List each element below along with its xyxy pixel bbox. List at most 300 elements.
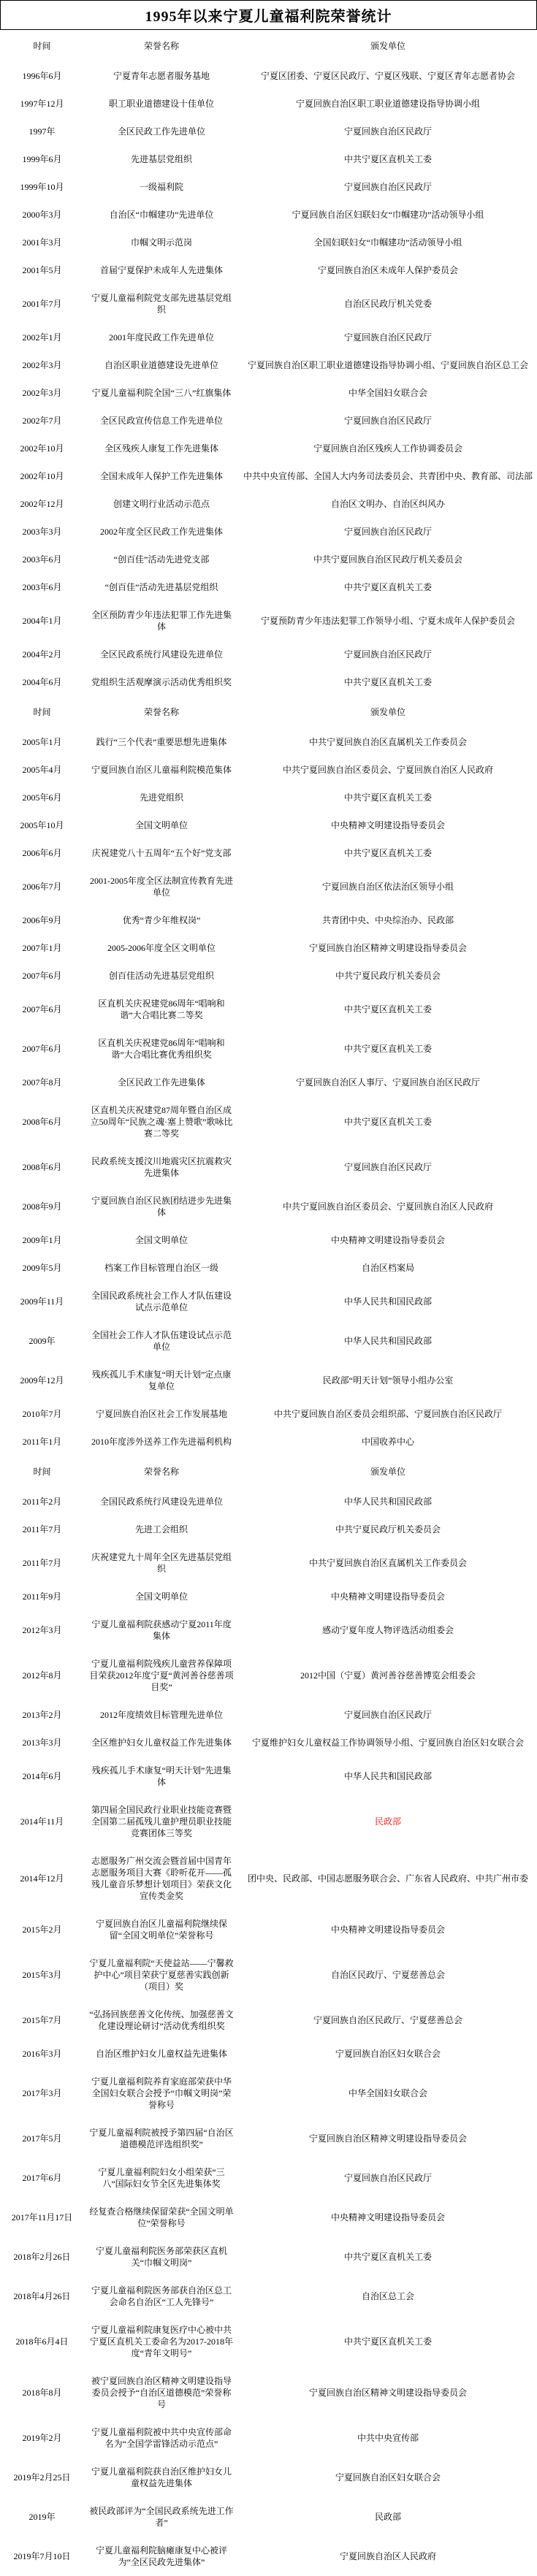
column-header: 荣誉名称 — [143, 1467, 179, 1477]
honor-cell: 全区民政工作先进单位 — [117, 126, 205, 137]
honor-cell: 第四届全国民政行业职业技能竞赛暨全国第二届孤残儿童护理员职业技能竞赛团体三等奖 — [91, 1805, 232, 1838]
time-cell: 2007年8月 — [22, 1077, 62, 1088]
table-row — [0, 906, 537, 934]
honor-cell: 庆祝建党九十周年全区先进基层党组织 — [91, 1552, 232, 1574]
honor-cell: 庆祝建党八十五周年“五个好”党支部 — [91, 848, 232, 858]
unit-cell: 中华人民共和国民政部 — [343, 1771, 432, 1781]
table-row — [0, 2237, 537, 2277]
honor-cell: 全国民政系统行风建设先进单位 — [99, 1497, 223, 1507]
honor-cell: 宁夏儿童福利院脑瘫康复中心被评为“全区民政先进集体” — [95, 2545, 227, 2567]
honor-cell: 全区维护妇女儿童权益工作先进集体 — [91, 1738, 232, 1748]
unit-cell: 中共宁夏区直机关工委 — [343, 154, 432, 164]
unit-cell: 民政部 — [374, 2512, 401, 2522]
table-row — [0, 324, 537, 351]
honor-cell: 2010年度涉外送养工作先进福利机构 — [91, 1437, 232, 1447]
honor-cell: 自治区维护妇女儿童权益先进集体 — [95, 2049, 227, 2059]
column-header: 颁发单位 — [370, 41, 405, 51]
unit-cell: 宁夏回族自治区依法治区领导小组 — [321, 882, 454, 892]
time-cell: 2004年6月 — [22, 677, 62, 687]
time-cell: 2019年7月10日 — [13, 2551, 71, 2561]
table-row — [0, 756, 537, 784]
honor-cell: “弘扬回族慈善文化传统、加强慈善文化建设理论研讨”活动优秀组织奖 — [89, 2009, 234, 2031]
honor-cell: 优秀“青少年维权岗” — [122, 915, 201, 925]
table-row — [0, 118, 537, 145]
time-cell: 2002年10月 — [20, 471, 64, 481]
time-cell: 2014年11月 — [20, 1816, 64, 1827]
unit-cell: 中共宁夏区直机关工委 — [343, 2252, 432, 2262]
time-cell: 2008年6月 — [22, 1117, 62, 1127]
time-cell: 2005年6月 — [22, 792, 62, 803]
unit-cell: 宁夏回族自治区民政厅 — [343, 527, 432, 537]
time-cell: 2003年6月 — [22, 582, 62, 592]
time-cell: 1997年 — [28, 126, 56, 137]
honor-cell: 宁夏儿童福利院养育家庭部荣获中华全国妇女联合会授予“巾帼文明岗”荣誉称号 — [91, 2076, 232, 2110]
table-row — [0, 201, 537, 229]
table-row — [0, 2198, 537, 2237]
honor-cell: 经复查合格继续保留荣获“全国文明单位”荣誉称号 — [89, 2206, 234, 2228]
honor-cell: 自治区职业道德建设先进单位 — [104, 360, 218, 370]
honor-cell: 2001-2005年度全区法制宣传教育先进单位 — [90, 876, 233, 898]
time-cell: 2011年1月 — [22, 1437, 62, 1447]
unit-cell: 宁夏预防青少年违法犯罪工作领导小组、宁夏未成年人保护委员会 — [260, 616, 515, 626]
time-cell: 2009年 — [28, 1336, 56, 1346]
time-cell: 2014年12月 — [20, 1873, 64, 1884]
honor-cell: 2002年度全区民政工作先进集体 — [99, 527, 223, 537]
honor-cell: “创百佳”活动先进基层党组织 — [104, 582, 218, 592]
time-cell: 2018年6月4日 — [15, 2336, 69, 2347]
unit-cell: 团中央、民政部、中国志愿服务联合会、广东省人民政府、中共广州市委 — [247, 1873, 528, 1884]
honor-cell: 创百佳活动先进基层党组织 — [108, 971, 214, 981]
time-cell: 2015年7月 — [22, 2015, 62, 2025]
time-cell: 2008年9月 — [22, 1201, 62, 1212]
time-cell: 2003年6月 — [22, 554, 62, 565]
table-row — [0, 2040, 537, 2068]
table-row — [0, 1583, 537, 1610]
unit-cell: 宁夏回族自治区职工职业道德建设指导协调小组 — [295, 99, 480, 109]
unit-cell: 宁夏回族自治区人民政府 — [339, 2551, 436, 2561]
unit-cell: 宁夏回族自治区妇联妇女“巾帼建功”活动领导小组 — [292, 210, 484, 220]
table-row — [0, 1949, 537, 2000]
unit-cell: 中共宁夏区直机关工委 — [343, 792, 432, 803]
unit-cell: 中共宁夏区直机关工委 — [343, 848, 432, 858]
table-row — [0, 90, 537, 118]
honor-cell: 宁夏儿童福利院获感动宁夏2011年度集体 — [91, 1619, 232, 1641]
table-row — [0, 1488, 537, 1516]
unit-cell: 中共中央宣传部 — [357, 2433, 419, 2443]
table-row — [0, 867, 537, 906]
unit-cell: 宁夏回族自治区民政厅 — [343, 2173, 432, 2183]
unit-cell: 宁夏回族自治区民政厅、宁夏慈善总会 — [313, 2015, 462, 2025]
unit-cell: 民政部 — [374, 1816, 401, 1827]
unit-cell: 中央精神文明建设指导委员会 — [330, 1235, 445, 1245]
table-row — [0, 1254, 537, 1282]
unit-cell: 中华人民共和国民政部 — [343, 1296, 432, 1307]
unit-cell: 中华全国妇女联合会 — [348, 388, 427, 398]
unit-cell: 中共宁夏回族自治区委员会组织部、宁夏回族自治区民政厅 — [273, 1409, 502, 1419]
honor-cell: 全区残疾人康复工作先进集体 — [104, 443, 218, 454]
table-row — [0, 668, 537, 696]
time-cell: 2006年6月 — [22, 848, 62, 858]
table-row — [0, 1147, 537, 1187]
time-cell: 2002年3月 — [22, 360, 62, 370]
time-cell: 2009年11月 — [20, 1296, 64, 1307]
time-cell: 2006年7月 — [22, 882, 62, 892]
table-row — [0, 229, 537, 256]
time-cell: 2013年3月 — [22, 1738, 62, 1748]
time-cell: 2008年6月 — [22, 1162, 62, 1172]
table-row — [0, 1187, 537, 1226]
time-cell: 2009年12月 — [20, 1375, 64, 1386]
honor-cell: 践行“三个代表”重要思想先进集体 — [96, 737, 227, 747]
unit-cell: 共青团中央、中央综治办、民政部 — [321, 915, 454, 925]
table-row — [0, 2458, 537, 2497]
time-cell: 2017年3月 — [22, 2088, 62, 2098]
time-cell: 2018年2月26日 — [13, 2252, 71, 2262]
time-cell: 2002年7月 — [22, 416, 62, 426]
time-cell: 2012年8月 — [22, 1670, 62, 1681]
time-cell: 1997年12月 — [20, 99, 64, 109]
table-row — [0, 1282, 537, 1321]
honor-cell: 被宁夏回族自治区精神文明建设指导委员会授予“自治区道德模范”荣誉称号 — [91, 2376, 232, 2409]
time-cell: 2019年2月 — [22, 2433, 62, 2443]
honor-cell: 宁夏儿童福利院被中共中央宣传部命名为“全国学雷锋活动示范点” — [91, 2427, 232, 2449]
unit-cell: 宁夏回族自治区精神文明建设指导委员会 — [308, 943, 467, 953]
unit-cell: 宁夏回族自治区民政厅 — [343, 649, 432, 660]
honor-cell: 宁夏回族自治区儿童福利院继续保留“全国文明单位”荣誉称号 — [95, 1919, 227, 1941]
time-cell: 1999年10月 — [20, 182, 64, 192]
time-cell: 2005年1月 — [22, 737, 62, 747]
table-row — [0, 1650, 537, 1701]
time-cell: 1999年6月 — [22, 154, 62, 164]
table-row — [0, 2158, 537, 2198]
unit-cell: 中共宁夏区直机关工委 — [343, 2336, 432, 2347]
unit-cell: 全国妇联妇女“巾帼建功”活动领导小组 — [313, 237, 462, 248]
time-cell: 2019年 — [28, 2512, 56, 2522]
unit-cell: 中华全国妇女联合会 — [348, 2088, 427, 2098]
honor-cell: 宁夏儿童福利院妇女小组荣获“三八”国际妇女节全区先进集体奖 — [98, 2167, 225, 2189]
table-row — [0, 62, 537, 90]
table-row — [0, 2367, 537, 2418]
time-cell: 2013年2月 — [22, 1710, 62, 1720]
unit-cell: 宁夏回族自治区妇女联合会 — [335, 2049, 441, 2059]
table-row — [0, 2497, 537, 2537]
honor-table — [0, 30, 537, 2576]
time-cell: 1996年6月 — [22, 71, 62, 81]
honor-cell: 残疾孤儿手术康复“明天计划”定点康复单位 — [91, 1369, 232, 1391]
time-cell: 2007年1月 — [22, 943, 62, 953]
unit-cell: 中共宁夏回族自治区民政厅机关委员会 — [313, 554, 462, 565]
time-cell: 2011年7月 — [22, 1558, 62, 1568]
honor-cell: 首届宁夏保护未成年人先进集体 — [99, 265, 223, 275]
honor-cell: 区直机关庆祝建党86周年“唱响和谐”大合唱比赛二等奖 — [98, 998, 225, 1020]
time-cell: 2006年9月 — [22, 915, 62, 925]
time-cell: 2011年7月 — [22, 1524, 62, 1534]
unit-cell: 宁夏区团委、宁夏区民政厅、宁夏区残联、宁夏区青年志愿者协会 — [260, 71, 515, 81]
honor-cell: 全区民政工作先进集体 — [117, 1077, 205, 1088]
honor-cell: 宁夏儿童福利院获自治区维护妇女儿童权益先进集体 — [91, 2466, 232, 2488]
honor-cell: 职工职业道德建设十佳单位 — [108, 99, 214, 109]
time-cell: 2010年7月 — [22, 1409, 62, 1419]
table-row — [0, 573, 537, 601]
unit-cell: 中共宁夏区直机关工委 — [343, 1117, 432, 1127]
page-title: 1995年以来宁夏儿童福利院荣誉统计 — [145, 9, 392, 25]
unit-cell: 中央精神文明建设指导委员会 — [330, 1591, 445, 1602]
time-cell: 2019年2月25日 — [13, 2472, 71, 2483]
honor-cell: 全国社会工作人才队伍建设试点示范单位 — [91, 1330, 232, 1352]
table-header-row — [0, 1456, 537, 1488]
table-row — [0, 462, 537, 490]
unit-cell: 中共宁夏民政厅机关委员会 — [335, 971, 441, 981]
time-cell: 2002年1月 — [22, 332, 62, 343]
honor-cell: 宁夏回族自治区儿童福利院模范集体 — [91, 765, 232, 775]
table-row — [0, 1096, 537, 1147]
time-cell: 2009年1月 — [22, 1235, 62, 1245]
unit-cell: 宁夏回族自治区残疾人工作协调委员会 — [313, 443, 462, 454]
unit-cell: 中共宁夏区直机关工委 — [343, 677, 432, 687]
table-row — [0, 1321, 537, 1361]
honor-cell: 全国未成年人保护工作先进集体 — [99, 471, 223, 481]
time-cell: 2000年3月 — [22, 210, 62, 220]
unit-cell: 中共宁夏回族自治区直属机关工作委员会 — [308, 1558, 467, 1568]
unit-cell: 宁夏维护妇女儿童权益工作协调领导小组、宁夏回族自治区妇女联合会 — [251, 1738, 524, 1748]
table-row — [0, 1701, 537, 1729]
table-header-row — [0, 30, 537, 62]
honor-cell: 宁夏儿童福利院康复医疗中心被中共宁夏区直机关工委命名为2017-2018年度“青年文明号” — [90, 2325, 233, 2358]
unit-cell: 中共宁夏回族自治区直属机关工作委员会 — [308, 737, 467, 747]
column-header: 颁发单位 — [370, 707, 405, 717]
title-bar — [0, 0, 537, 30]
unit-cell: 中华人民共和国民政部 — [343, 1336, 432, 1346]
time-cell: 2017年11月17日 — [11, 2212, 73, 2223]
table-row — [0, 2418, 537, 2458]
unit-cell: 自治区民政厅、宁夏慈善总会 — [330, 1970, 445, 1980]
column-header: 时间 — [33, 41, 51, 51]
honor-cell: 全国民政系统社会工作人才队伍建设试点示范单位 — [91, 1291, 232, 1312]
unit-cell: 中共宁夏回族自治区委员会、宁夏回族自治区人民政府 — [282, 765, 493, 775]
unit-cell: 宁夏回族自治区精神文明建设指导委员会 — [308, 2133, 467, 2144]
honor-cell: 宁夏儿童福利院医务部荣获区直机关“巾帼文明岗” — [95, 2246, 227, 2268]
unit-cell: 宁夏回族自治区人事厅、宁夏回族自治区民政厅 — [295, 1077, 480, 1088]
unit-cell: 宁夏回族自治区妇女联合会 — [335, 2472, 441, 2483]
table-row — [0, 351, 537, 379]
table-row — [0, 728, 537, 756]
time-cell: 2007年6月 — [22, 971, 62, 981]
table-row — [0, 435, 537, 462]
time-cell: 2018年4月26日 — [13, 2291, 71, 2301]
table-row — [0, 407, 537, 435]
honor-cell: 档案工作目标管理自治区一级 — [104, 1263, 218, 1273]
unit-cell: 宁夏回族自治区民政厅 — [343, 126, 432, 137]
honor-cell: 先进党组织 — [139, 792, 183, 803]
table-row — [0, 934, 537, 962]
column-header: 时间 — [33, 1467, 51, 1477]
honor-cell: 创建文明行业活动示范点 — [113, 499, 210, 509]
table-row — [0, 641, 537, 668]
time-cell: 2002年10月 — [20, 443, 64, 454]
table-row — [0, 1910, 537, 1949]
table-row — [0, 256, 537, 284]
unit-cell: 宁夏回族自治区职工职业道德建设指导协调小组、宁夏回族自治区总工会 — [247, 360, 528, 370]
time-cell: 2017年5月 — [22, 2133, 62, 2144]
unit-cell: 自治区文明办、自治区纠风办 — [330, 499, 445, 509]
column-header: 荣誉名称 — [143, 41, 179, 51]
column-header: 时间 — [33, 707, 51, 717]
unit-cell: 宁夏回族自治区精神文明建设指导委员会 — [308, 2388, 467, 2398]
table-row — [0, 1516, 537, 1543]
honor-cell: 残疾孤儿手术康复“明天计划”先进集体 — [91, 1765, 232, 1787]
unit-cell: 宁夏回族自治区民政厅 — [343, 332, 432, 343]
honor-cell: 民政系统支援汶川地震灾区抗震救灾先进集体 — [91, 1156, 232, 1178]
time-cell: 2015年3月 — [22, 1970, 62, 1980]
time-cell: 2012年3月 — [22, 1625, 62, 1635]
time-cell: 2018年8月 — [22, 2388, 62, 2398]
table-row — [0, 2316, 537, 2367]
table-row — [0, 1069, 537, 1096]
unit-cell: 感动宁夏年度人物评选活动组委会 — [321, 1625, 454, 1635]
table-row — [0, 1029, 537, 1069]
table-row — [0, 173, 537, 201]
table-row — [0, 839, 537, 867]
time-cell: 2002年3月 — [22, 388, 62, 398]
time-cell: 2003年3月 — [22, 527, 62, 537]
time-cell: 2009年5月 — [22, 1263, 62, 1273]
honor-cell: 宁夏儿童福利院“天使益站——宁馨救护中心”项目荣获宁夏慈善实践创新（项目）奖 — [89, 1958, 234, 1992]
honor-cell: “创百佳”活动先进党支部 — [113, 554, 210, 565]
unit-cell: 中央精神文明建设指导委员会 — [330, 2212, 445, 2223]
honor-cell: 全国文明单位 — [134, 1591, 188, 1602]
table-row — [0, 1757, 537, 1796]
time-cell: 2011年2月 — [22, 1497, 62, 1507]
honor-cell: 区直机关庆祝建党87周年暨自治区成立50周年“民族之魂·塞上赞歌”歌咏比赛二等奖 — [90, 1105, 233, 1139]
unit-cell: 自治区档案局 — [361, 1263, 414, 1273]
table-row — [0, 2277, 537, 2316]
table-row — [0, 2068, 537, 2119]
table-row — [0, 1361, 537, 1400]
unit-cell: 2012中国（宁夏）黄河善谷慈善博览会组委会 — [300, 1670, 476, 1681]
table-row — [0, 2000, 537, 2040]
time-cell: 2001年7月 — [22, 299, 62, 309]
unit-cell: 中央精神文明建设指导委员会 — [330, 1925, 445, 1935]
honor-cell: 宁夏儿童福利院残疾儿童营养保障项目荣获2012年度宁夏“黄河善谷慈善项目奖” — [89, 1659, 234, 1692]
table-row — [0, 601, 537, 641]
time-cell: 2011年9月 — [22, 1591, 62, 1602]
unit-cell: 宁夏回族自治区民政厅 — [343, 182, 432, 192]
honor-cell: 宁夏回族自治区民族团结进步先进集体 — [91, 1196, 232, 1218]
table-row — [0, 284, 537, 324]
time-cell: 2007年6月 — [22, 1044, 62, 1054]
table-row — [0, 1226, 537, 1254]
table-row — [0, 1400, 537, 1428]
table-row — [0, 2537, 537, 2576]
unit-cell: 宁夏回族自治区未成年人保护委员会 — [317, 265, 458, 275]
honor-cell: 巾帼文明示范岗 — [130, 237, 192, 248]
honor-cell: 全区民政系统行风建设先进单位 — [99, 649, 223, 660]
time-cell: 2016年3月 — [22, 2049, 62, 2059]
time-cell: 2007年6月 — [22, 1004, 62, 1014]
honor-cell: 党组织生活观摩演示活动优秀组织奖 — [91, 677, 232, 687]
table-row — [0, 518, 537, 546]
unit-cell: 民政部“明天计划”领导小组办公室 — [322, 1375, 454, 1386]
unit-cell: 中共宁夏区直机关工委 — [343, 1044, 432, 1054]
table-row — [0, 546, 537, 573]
time-cell: 2004年2月 — [22, 649, 62, 660]
unit-cell: 自治区民政厅机关党委 — [343, 299, 432, 309]
unit-cell: 中共宁夏回族自治区委员会、宁夏回族自治区人民政府 — [282, 1201, 493, 1212]
table-row — [0, 490, 537, 518]
unit-cell: 中国收养中心 — [361, 1437, 414, 1447]
table-row — [0, 1610, 537, 1650]
unit-cell: 中共宁夏区直机关工委 — [343, 1004, 432, 1014]
honor-cell: 区直机关庆祝建党86周年“唱响和谐”大合唱比赛优秀组织奖 — [98, 1038, 225, 1060]
time-cell: 2004年1月 — [22, 616, 62, 626]
honor-cell: 全国文明单位 — [134, 1235, 188, 1245]
time-cell: 2001年3月 — [22, 237, 62, 248]
table-row — [0, 1796, 537, 1847]
unit-cell: 中央精神文明建设指导委员会 — [330, 820, 445, 830]
table-row — [0, 1543, 537, 1583]
unit-cell: 宁夏回族自治区民政厅 — [343, 1162, 432, 1172]
table-row — [0, 145, 537, 173]
time-cell: 2005年4月 — [22, 765, 62, 775]
column-header: 荣誉名称 — [143, 707, 179, 717]
table-row — [0, 1847, 537, 1910]
unit-cell: 宁夏回族自治区民政厅 — [343, 416, 432, 426]
honor-cell: 宁夏回族自治区社会工作发展基地 — [95, 1409, 227, 1419]
unit-cell: 中共中央宣传部、全国人大内务司法委员会、共青团中央、教育部、司法部 — [243, 471, 533, 481]
time-cell: 2001年5月 — [22, 265, 62, 275]
honor-cell: 全区民政宣传信息工作先进单位 — [99, 416, 223, 426]
honor-cell: 全区预防青少年违法犯罪工作先进集体 — [91, 610, 232, 632]
honor-cell: 宁夏儿童福利院党支部先进基层党组织 — [91, 293, 232, 315]
honor-cell: 被民政部评为“全国民政系统先进工作者” — [89, 2506, 234, 2528]
table-row — [0, 1729, 537, 1757]
table-row — [0, 962, 537, 990]
honor-cell: 2005-2006年度全区文明单位 — [107, 943, 216, 953]
table-row — [0, 784, 537, 811]
table-row — [0, 1428, 537, 1456]
unit-cell: 中华人民共和国民政部 — [343, 1497, 432, 1507]
time-cell: 2002年12月 — [20, 499, 64, 509]
honor-cell: 宁夏儿童福利院被授予第四届“自治区道德模范评选组织奖” — [89, 2128, 234, 2149]
unit-cell: 中共宁夏区直机关工委 — [343, 582, 432, 592]
honor-cell: 2012年度绩效目标管理先进单位 — [99, 1710, 223, 1720]
honor-cell: 自治区“巾帼建功”先进单位 — [109, 210, 214, 220]
honor-table-body — [0, 30, 537, 2576]
table-row — [0, 990, 537, 1029]
table-row — [0, 2119, 537, 2158]
honor-cell: 宁夏儿童福利院医务部获自治区总工会命名自治区“工人先锋号” — [91, 2285, 232, 2307]
table-row — [0, 811, 537, 839]
time-cell: 2015年2月 — [22, 1925, 62, 1935]
unit-cell: 中共宁夏民政厅机关委员会 — [335, 1524, 441, 1534]
time-cell: 2017年6月 — [22, 2173, 62, 2183]
honor-cell: 2001年度民政工作先进单位 — [108, 332, 214, 343]
time-cell: 2014年6月 — [22, 1771, 62, 1781]
honor-cell: 一级福利院 — [139, 182, 183, 192]
table-row — [0, 379, 537, 407]
unit-cell: 宁夏回族自治区民政厅 — [343, 1710, 432, 1720]
honor-cell: 先进工会组织 — [134, 1524, 188, 1534]
column-header: 颁发单位 — [370, 1467, 405, 1477]
honor-cell: 宁夏儿童福利院全国“三八”红旗集体 — [91, 388, 232, 398]
honor-cell: 志愿服务广州交流会暨首届中国青年志愿服务项目大赛《聆听花开——孤残儿童音乐梦想计划项目》荣获文化宣传类金奖 — [91, 1856, 232, 1901]
honor-cell: 全国文明单位 — [134, 820, 188, 830]
time-cell: 2005年10月 — [20, 820, 64, 830]
honor-cell: 先进基层党组织 — [130, 154, 192, 164]
table-header-row — [0, 696, 537, 728]
honor-cell: 宁夏青年志愿者服务基地 — [113, 71, 210, 81]
unit-cell: 自治区总工会 — [361, 2291, 414, 2301]
